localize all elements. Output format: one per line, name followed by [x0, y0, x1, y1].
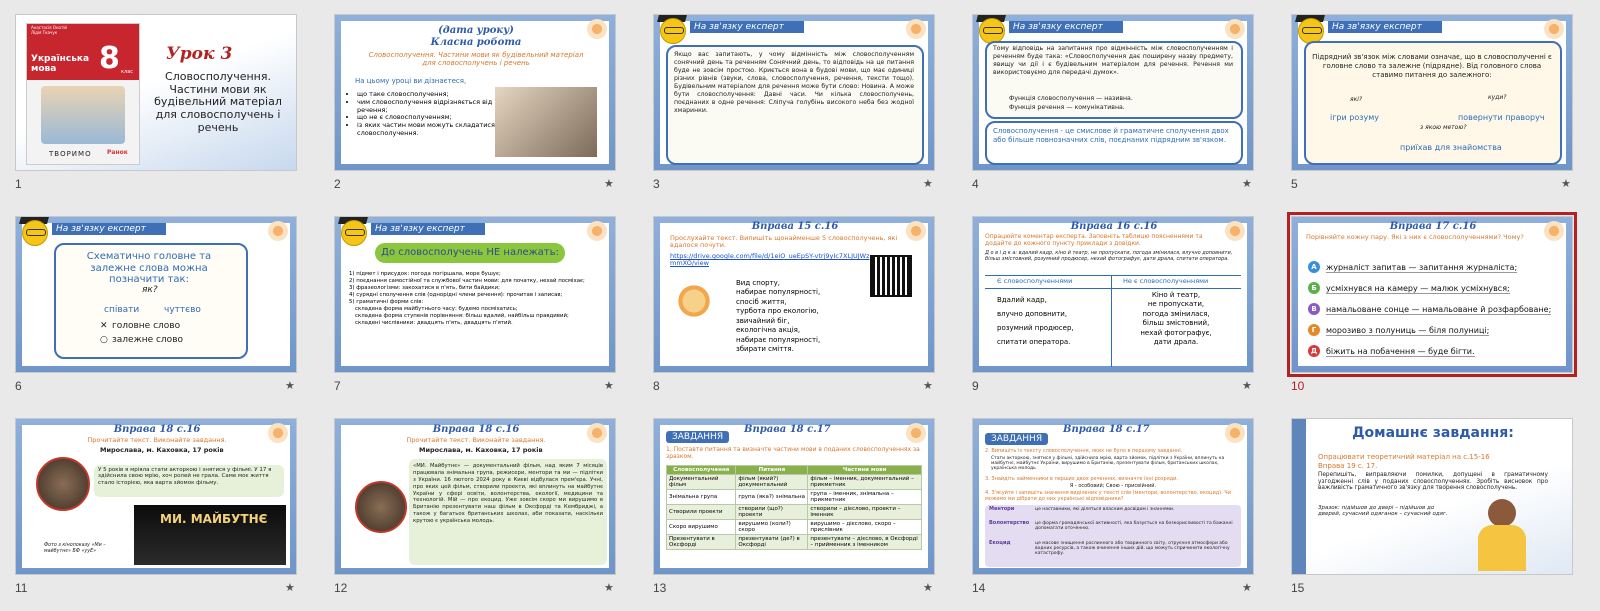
- slide-number: 12: [334, 581, 348, 595]
- slide-number: 1: [15, 177, 22, 191]
- star-icon[interactable]: ★: [1242, 177, 1252, 190]
- slide-number: 2: [334, 177, 341, 191]
- pair-d: біжить на побачення — буде бігти.: [1326, 347, 1475, 356]
- expert-header: На зв'язку експерт: [52, 223, 166, 235]
- task-3: 3. Знайдіть займенники в перших двох реченнях, визначте їхні розряди.: [985, 476, 1178, 482]
- definition: це наставники, які діляться власним досвідом і знаннями.: [1035, 507, 1175, 512]
- exercise-task: Прочитайте текст. Виконайте завдання.: [406, 436, 546, 444]
- star-icon[interactable]: ★: [923, 379, 933, 392]
- class-work-heading: Класна робота: [430, 37, 522, 48]
- word-item: турбота про екологію,: [736, 307, 819, 316]
- pair-b: усміхнувся на камеру — малюк усміхнувся;: [1326, 284, 1510, 293]
- slide-thumb-12[interactable]: [334, 418, 616, 598]
- hand-sun-icon: [906, 19, 926, 39]
- exception-item: 1) підмет і присудок: погода погіршала, море бушує;: [349, 271, 501, 277]
- hand-sun-icon: [268, 221, 288, 241]
- exceptions-list: [349, 271, 605, 327]
- author-photo: [355, 481, 407, 533]
- exception-item: 5) граматичні форми слів:: [349, 299, 424, 306]
- exception-item: 3) фразеологізми: закохатися в п'ять, бити байдики;: [349, 285, 500, 292]
- homework-text: Перепишіть, виправляючи помилки, допущені в граматичному узгодженні слів у поданих словосполученнях. Зробіть висновок про важливість граматичного зв'язку для творення словосполучень.: [1318, 472, 1548, 492]
- star-icon[interactable]: ★: [1242, 379, 1252, 392]
- letter-badge-d: Д: [1308, 345, 1320, 357]
- story-text: «МИ. Майбутнє» — документальний фільм, над яким 7 місяців працювала знімальна група, режисери, ментори та ми — підлітки з України. 16 лютого 2024 року в Києві відбулася прем'єра. Учні, про яких цей фільм, створили проекти, які вплинуть на майбутнє України у сфері освіти, волонтерства, екології, медицини та технологій. Мій — про екоцид. Уже зовсім скоро ми вирушимо в Британію презентувати наш фільм в Оксфорді та Кембриджі, а також у багатьох британських школах, аби показати, наскільки крутою є українська молодь.: [413, 463, 603, 524]
- slide-thumb-6[interactable]: [15, 216, 297, 396]
- headphones-icon: [674, 281, 714, 321]
- expert-header: На зв'язку експерт: [1009, 21, 1123, 33]
- book-grade: 8: [99, 41, 120, 76]
- circle-icon: ○: [100, 335, 108, 345]
- function-line-2: Функція речення — комунікативна.: [1009, 104, 1125, 111]
- book-title: Українська мова: [31, 54, 90, 75]
- slide-number: 11: [15, 581, 28, 595]
- slide-5[interactable]: [1291, 14, 1573, 171]
- hand-sun-icon: [906, 423, 926, 443]
- word-item: набирає популярності,: [736, 288, 821, 297]
- cell-text: нехай фотографує,: [1140, 328, 1212, 337]
- cell-text: розумний продюсер,: [997, 324, 1074, 332]
- book-series: ТВОРИМО: [49, 150, 92, 158]
- hand-sun-icon: [1544, 19, 1564, 39]
- lesson-date: (дата уроку): [438, 25, 514, 36]
- objective-item: • із яких частин мови можуть складатися словосполучення.: [357, 122, 497, 138]
- star-icon[interactable]: ★: [1561, 177, 1571, 190]
- nerd-emoji-icon: [660, 18, 686, 44]
- slide-10[interactable]: [1291, 216, 1573, 373]
- exception-item: 2) поєднання самостійної та службової частин мови: для початку, нехай посміхає;: [349, 278, 585, 285]
- expert-header: На зв'язку експерт: [690, 21, 804, 33]
- letter-badge-a: А: [1308, 261, 1320, 273]
- star-icon[interactable]: ★: [285, 379, 295, 392]
- objective-item: • що таке словосполучення;: [357, 91, 497, 99]
- expert-header: На зв'язку експерт: [371, 223, 485, 235]
- scheme-text: Схематично головне та залежне слова можна позначити так:: [86, 251, 212, 285]
- author-photo: [36, 457, 90, 511]
- author-line: Мирослава, м. Каховка, 17 років: [100, 446, 224, 454]
- lesson-title: Урок 3: [166, 44, 233, 64]
- term: Волонтерство: [989, 520, 1030, 526]
- student-girl-illustration: [1488, 499, 1516, 527]
- task-tag: ЗАВДАННЯ: [985, 433, 1048, 445]
- homework-line-2: Вправа 19 с. 17.: [1318, 462, 1378, 470]
- slide-number: 3: [653, 177, 660, 191]
- slide-thumb-5[interactable]: [1291, 14, 1573, 194]
- exception-item: 4) сурядні сполучення слів (однорідні члени речення): прочитав і записав;: [349, 292, 563, 299]
- qr-code[interactable]: [870, 255, 912, 297]
- slide-number: 14: [972, 581, 986, 595]
- task-4: 4. З'ясуйте і запишіть значення виділених у тексті слів (ментори, волонтерство, екоцид). Чи можемо ми дібрати до них українські відповідники?: [985, 490, 1231, 502]
- nerd-emoji-icon: [22, 220, 48, 246]
- exercise-title: Вправа 18 с.16: [113, 424, 201, 435]
- answer-2: Стати акторкою, знятися у фільмі, здійснила мрію, варта зйомок, підлітки з України, вплинуть на майбутнє, майбутнє України, вирушимо в Британію, презентувати фільм, британських школах, українська молодь: [991, 456, 1225, 472]
- slide-thumb-4[interactable]: [972, 14, 1254, 194]
- slide-number: 4: [972, 177, 979, 191]
- function-line-1: Функція словосполучення — називна.: [1009, 95, 1133, 102]
- slide-6[interactable]: [15, 216, 297, 373]
- question-2: куди?: [1488, 94, 1507, 101]
- exercise-title: Вправа 18 с.16: [432, 424, 520, 435]
- star-icon[interactable]: ★: [604, 379, 614, 392]
- slide-thumb-11[interactable]: [15, 418, 297, 598]
- slide-number: 9: [972, 379, 979, 393]
- slide-7[interactable]: [334, 216, 616, 373]
- objectives-list: [347, 91, 497, 138]
- column-header-no: Не є словосполученнями: [1123, 277, 1209, 285]
- example-2: повернути праворуч: [1458, 113, 1545, 122]
- letter-badge-b: Б: [1308, 282, 1320, 294]
- definition: це форма громадянської активності, яка базується на безкорисливості та бажанні допомагати оточенню.: [1035, 521, 1233, 532]
- cell-text: спитати оператора.: [997, 338, 1071, 346]
- expert-text: Якщо вас запитають, у чому відмінність між словосполученням сонячний день та реченням Сонячний день, то відповідь на це питання буде не зовсім простою. Криється вона в будові мови, що має одиниці різних рівнів (звуки, слова, словосполучення, речення, тексти тощо). Будівельним матеріалом для речення може бути слово: Новина. А може бути словосполучення: Давні часи. Чи кілька словосполучень, поєднаних в одне речення: Сліпуча голубінь високого неба без жодної хмаринки.: [674, 51, 914, 115]
- homework-line-1: Опрацювати теоретичний матеріал на с.15-16: [1318, 453, 1490, 461]
- star-icon[interactable]: ★: [604, 581, 614, 594]
- pair-v: намальоване сонце — намальоване й розфарбоване;: [1326, 305, 1552, 314]
- slide-thumb-9[interactable]: [972, 216, 1254, 396]
- expert-header: На зв'язку експерт: [1328, 21, 1442, 33]
- slide-3[interactable]: [653, 14, 935, 171]
- definitions-box: [985, 505, 1241, 567]
- slide-thumb-1[interactable]: [15, 14, 297, 194]
- slide-number: 15: [1291, 581, 1305, 595]
- exception-subitem: складена форма ступенів порівняння: більш вдалий, найбільш правдивий;: [355, 313, 569, 320]
- table-row: Скоро вирушимо вирушимо (коли?) скоро вирушимо – дієслово, скоро – прислівник: [667, 520, 922, 535]
- reference-text: Д о в і д к а: вдалий кадр, кіно й театр, не пропускати, погода змінилася, влучно доповнити, більш змістовний, розумний продюсер, нехай фотографує, дати драла, спитати оператора.: [985, 250, 1233, 262]
- term: Ментори: [989, 506, 1015, 512]
- word-item: екологічна акція,: [736, 326, 801, 335]
- legend-dependent: залежне слово: [112, 335, 183, 345]
- answer-3: Я - особовий; Свою - присвійний.: [1069, 483, 1157, 489]
- exercise-task: Прослухайте текст. Випишіть щонайменше 5 словосполучень, які вдалося почути.: [670, 234, 898, 250]
- slide-2[interactable]: [334, 14, 616, 171]
- homework-sample: Зразок: підійшов до двері – підійшов до дверей, сучасний одяганок – сучасний одяг.: [1318, 505, 1448, 518]
- exercise-task: Прочитайте текст. Виконайте завдання.: [87, 436, 227, 444]
- example-3: приїхав для знайомства: [1400, 143, 1502, 152]
- exercise-title: Вправа 15 с.16: [751, 221, 839, 232]
- slide-thumb-13[interactable]: [653, 418, 935, 598]
- heard-words-list: [736, 279, 820, 355]
- star-icon[interactable]: ★: [1242, 581, 1252, 594]
- slide-thumb-8[interactable]: [653, 216, 935, 396]
- star-icon[interactable]: ★: [285, 581, 295, 594]
- book-authors: Анастасія Онатій Лідія Ткачук: [31, 25, 68, 35]
- table-row: Документальний фільм фільм (який?) документальний фільм – іменник, документальний – прикметник: [667, 475, 922, 490]
- question-1: які?: [1350, 96, 1363, 103]
- word-item: збирати сміття.: [736, 345, 794, 354]
- cross-icon: ✕: [100, 321, 108, 331]
- exercise-task: Опрацюйте коментар експерта. Заповніть таблицю поясненнями та додайте до кожного пункту приклади з довідки.: [985, 233, 1203, 247]
- star-icon[interactable]: ★: [923, 177, 933, 190]
- exercise-title: Вправа 16 с.16: [1070, 221, 1158, 232]
- slide-thumb-3[interactable]: [653, 14, 935, 194]
- definition-text: Словосполучення - це смислове й граматичне сполучення двох або більше повнозначних слів, поєднаних підрядним зв'язком.: [993, 127, 1229, 145]
- book-grade-suffix: клас: [121, 69, 134, 75]
- exercise-title: Вправа 17 с.16: [1389, 221, 1477, 232]
- lesson-topic: Словосполучення. Частини мови як будівельний матеріал для словосполучень і речень: [368, 51, 584, 68]
- lesson-subtitle: Словосполучення. Частини мови як будівельний матеріал для словосполучень і речень: [154, 70, 282, 134]
- slide-thumb-10[interactable]: [1291, 216, 1573, 396]
- scheme-question: як?: [142, 285, 158, 295]
- textbook-photo: [495, 87, 597, 157]
- slide-15[interactable]: [1291, 418, 1573, 575]
- slide-number: 7: [334, 379, 341, 393]
- slide-8[interactable]: [653, 216, 935, 373]
- exception-subitem: складені числівники: двадцять п'ять, двадцять п'ятий.: [355, 320, 513, 327]
- answers-table: [666, 465, 922, 550]
- word-item: набирає популярності,: [736, 335, 821, 344]
- hand-sun-icon: [1225, 19, 1245, 39]
- objective-item: • чим словосполучення відрізняється від речення;: [357, 99, 497, 115]
- slide-11[interactable]: [15, 418, 297, 575]
- slide-1[interactable]: [15, 14, 297, 171]
- term: Екоцид: [989, 540, 1011, 546]
- objective-item: • що не є словосполученням;: [357, 114, 497, 122]
- exercise-title: Вправа 18 с.17: [1063, 424, 1150, 435]
- exercise-task: Порівняйте кожну пару. Які з них є словосполученнями? Чому?: [1306, 233, 1524, 241]
- main-word: співати: [104, 305, 140, 315]
- legend-main: головне слово: [112, 321, 181, 331]
- slide-4[interactable]: [972, 14, 1254, 171]
- example-1: ігри розуму: [1330, 113, 1379, 122]
- task-2: 2. Випишіть із тексту словосполучення, яких не було в першому завданні.: [985, 448, 1183, 454]
- slide-thumb-2[interactable]: [334, 14, 616, 194]
- definition: це масове знищення рослинного або тваринного світу, отруєння атмосфери або водних ресурсів, а також вчинення інших дій, що можуть спричинити екологічну катастрофу.: [1035, 541, 1230, 557]
- pair-h: морозиво з полуниць — біля полуниці;: [1326, 326, 1490, 335]
- star-icon[interactable]: ★: [604, 177, 614, 190]
- word-item: звичайний біг,: [736, 316, 790, 325]
- slide-12[interactable]: [334, 418, 616, 575]
- pair-a: журналіст запитав — запитання журналіста;: [1326, 263, 1518, 272]
- letter-badge-v: В: [1308, 303, 1320, 315]
- star-icon[interactable]: ★: [923, 581, 933, 594]
- slide-number: 6: [15, 379, 22, 393]
- expert-text: Підрядний зв'язок між словами означає, що в словосполученні є головне слово та залежне (підрядне). Від головного слова ставимо питання до залежного:: [1312, 53, 1552, 80]
- cell-text: дати драла.: [1153, 338, 1199, 347]
- table-header: Питання: [736, 466, 808, 475]
- photo-caption: Фото з кінопоказу «Ми – майбутнє» БФ «ууЕ»: [44, 543, 106, 554]
- cell-text: Вдалий кадр,: [997, 296, 1047, 304]
- author-line: Мирослава, м. Каховка, 17 років: [419, 446, 543, 454]
- slide-9[interactable]: [972, 216, 1254, 373]
- homework-title: Домашнє завдання:: [1352, 425, 1514, 441]
- expert-text: Тому відповідь на запитання про відмінність між словосполученням і реченням буде така: «Словосполучення дає поширену назву предмету, явищу чи дії і є будівельним матеріалом для речення. Речення ми використовуємо для передачі думок».: [993, 45, 1233, 77]
- film-poster-photo: [134, 505, 286, 565]
- exercise-task: 1. Поставте питання та визначте частини мови в поданих словосполученнях за зразком.: [666, 446, 920, 460]
- table-header: Словосполучення: [667, 466, 736, 475]
- column-header-yes: Є словосполученнями: [997, 277, 1073, 285]
- table-row: Презентувати в Оксфорді презентувати (де?) в Оксфорді презентувати – дієслово, в Оксфорді – прийменник з іменником: [667, 535, 922, 550]
- intro-text: На цьому уроці ви дізнаєтеся,: [355, 77, 467, 85]
- poster-title: МИ. МАЙБУТНЄ: [160, 512, 268, 526]
- table-row: Створили проекти створили (що?) проекти створили – дієслово, проекти – іменник: [667, 505, 922, 520]
- task-tag: ЗАВДАННЯ: [666, 431, 729, 443]
- question-3: з якою метою?: [1420, 124, 1467, 131]
- hand-sun-icon: [587, 221, 607, 241]
- letter-badge-h: Г: [1308, 324, 1320, 336]
- table-header: Частини мови: [808, 466, 922, 475]
- slide-title: До словосполучень НЕ належать:: [381, 247, 559, 258]
- cell-text: влучно доповнити,: [997, 310, 1068, 318]
- slide-number: 5: [1291, 177, 1298, 191]
- hand-sun-icon: [1225, 423, 1245, 443]
- table-row: Знімальна група група (яка?) знімальна група – іменник, знімальна – прикметник: [667, 490, 922, 505]
- slide-number: 10: [1291, 379, 1305, 393]
- story-text: У 5 років я мріяла стати акторкою і знятися у фільмі. У 17 я здійснила свою мрію, хоч ролей не грала. Саме моє життя стало історією, яка варта зйомок фільму.: [98, 467, 272, 486]
- book-cover-image: [26, 23, 140, 165]
- dependent-word: чуттєво: [164, 305, 201, 315]
- cell-text: не пропускати,: [1147, 300, 1205, 309]
- slide-number: 13: [653, 581, 667, 595]
- audio-link[interactable]: https://drive.google.com/file/d/1eiO_ueEpSY-vtrj9yIc7XLJUJWzmmXO/view: [670, 252, 870, 268]
- cell-text: більш змістовний,: [1142, 319, 1210, 328]
- cover-illustration: [41, 86, 125, 144]
- slide-thumb-14[interactable]: [972, 418, 1254, 598]
- slide-thumb-15[interactable]: [1291, 418, 1573, 598]
- slide-14[interactable]: [972, 418, 1254, 575]
- slide-thumb-7[interactable]: [334, 216, 616, 396]
- cell-text: Кіно й театр,: [1151, 291, 1201, 299]
- yes-column: [997, 293, 1074, 349]
- slide-number: 8: [653, 379, 660, 393]
- word-item: Вид спорту,: [736, 279, 781, 287]
- slide-13[interactable]: [653, 418, 935, 575]
- nerd-emoji-icon: [341, 220, 367, 246]
- exercise-title: Вправа 18 с.17: [744, 424, 831, 435]
- publisher-logo: Ранок: [107, 149, 128, 156]
- word-item: спосіб життя,: [736, 297, 787, 306]
- no-column: [1121, 291, 1231, 348]
- cell-text: погода змінилася,: [1142, 309, 1210, 318]
- exception-subitem: складена форма майбутнього часу: будемо посміхатись;: [355, 306, 518, 313]
